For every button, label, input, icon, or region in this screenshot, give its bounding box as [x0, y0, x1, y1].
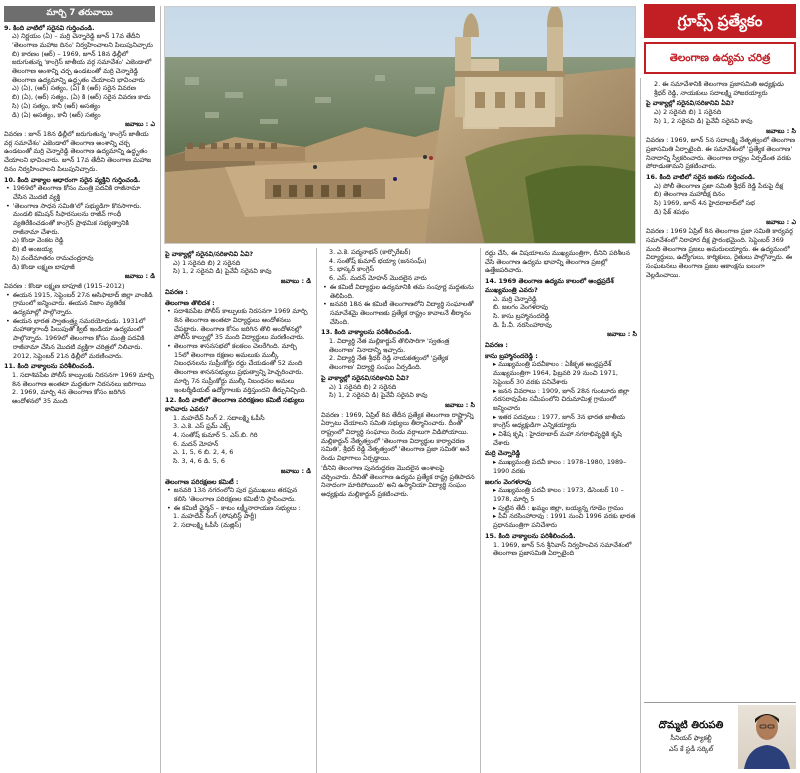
option-text: 1. మహదేవ్ సింగ్ (సోషలిస్ట్ పార్టీ): [173, 512, 257, 521]
option-text: సి) (ఏ) సత్యం, కానీ (ఆర్) అసత్యం: [12, 101, 101, 110]
question-text: 10. కింది వాక్యాల ఆధారంగా సరైన వ్యక్తిని గుర్తించండి.: [4, 175, 141, 184]
option-text: 2. సదాలక్ష్మి ఓపీసీ (మజ్లిస్): [173, 521, 242, 530]
author-photo: [738, 705, 796, 769]
bullet-item: • సదాశివపేట పోలీస్ కాల్పులకు నిరసనగా 1969 మార్చి 8న తెలంగాణ అంతటా విద్యార్థులు ఆందోళనలు చేపట్టారు. తెలంగాణ కోసం జరిగిన తొలి ఆందోళనల్లో పోలీస్ కాల్పుల్లో 35 మంది విద్యార్థులు మరణించారు.: [165, 307, 311, 342]
option-text: డి) ఫేక్ శపథం: [654, 207, 689, 216]
column-body: [321, 248, 475, 499]
option-text: డి) (ఏ) అసత్యం, కానీ (ఆర్) సత్యం: [12, 110, 101, 119]
answer-text: జవాబు : ఎ: [766, 217, 796, 226]
option-text: ఎ) పోలీ తెలంగాణ ప్రజా సమితి శ్రీధర్ రెడ్డి పేరుపై దీక్ష: [654, 181, 784, 190]
question-text: 12. కింది వాటిలో తెలంగాణ పరిరక్షణల కమిటీ సభ్యులు కానివారు ఎవరు?: [165, 396, 305, 413]
option-text: 1. సదాశివపేట పోలీస్ కాల్పులకు నిరసనగా 1969 మార్చి 8న తెలంగాణ అంతటా మద్దతుగా నిరసనలు జరిగాయి: [12, 370, 154, 388]
fact-item: ▸ పీవీ నరసింహారావు : 1991 నుంచి 1996 వరకు భారత ప్రధానమంత్రిగా పనిచేశారు: [485, 512, 637, 529]
column-body: [4, 24, 155, 406]
question-text: 11. కింది వాక్యాలను పరిశీలించండి.: [4, 362, 95, 371]
question-text: 9. కింది వాటిలో సరైనవి గుర్తించండి.: [4, 23, 95, 32]
question-text: 13. కింది వాక్యాలను పరిశీలించండి.: [321, 328, 412, 337]
option-text: 6. మదన్ మోహన్: [173, 439, 219, 448]
bullet-item: • తెలంగాణ శాసనసభలో కలకలం చెలరేగింది. మార్చి 15లో తెలంగాణ రక్షణల అమలుకు ముల్కీ నిబంధనలను సుప్రీంకోర్టు రద్దు చేయడంతో 52 మంది తెలంగాణ శాసనసభ్యులు ప్రభుత్వాన్ని హెచ్చరించారు. మార్చి 7న సుప్రీంకోర్టు ముల్కీ నిబంధనల అమలు ఇంటర్మీడియట్ ఉద్యోగాలకు వర్తిస్తుందని తీర్పునిచ్చింది.: [165, 342, 311, 394]
option-text: ఎ) 1 సరైనది బి) 2 సరైనది: [173, 258, 241, 267]
bullet-item: • 'తెలంగాణ సాధన సమితి'లో సభ్యుడిగా కొనసాగారు. మండలి కమిషన్ సిఫారసులను రాజీవ్ గాంధీ వ్యతిరేకించడంతో కాంగ్రెస్ ప్రాథమిక సభ్యత్వానికి రాజీనామా చేశారు.: [4, 202, 155, 237]
article-column-3: [318, 248, 478, 773]
author-role-line1: సీనియర్ ఫ్యాకల్టీ: [670, 734, 712, 743]
explanation-text: వివరణ : 1969 ఏప్రిల్ 8న తెలంగాణ ప్రజా సమితి కార్యవర్గ సమావేశంలో నిరాహార దీక్ష ప్రారంభమైంది. సెప్టెంబర్ 369 మంది తెలంగాణ ప్రజలు అమరులయ్యారు. ఈ ఉద్యమంలో విద్యార్థులు, ఉద్యోగులు, కార్మికులు, రైతులు పాల్గొన్నారు. ఈ సంఘటనలు తెలంగాణ ప్రజల ఆకాంక్షను బలంగా వెల్లడించాయి.: [646, 227, 793, 279]
fact-item: ▸ పుట్టిన తేదీ : ఖమ్మం జిల్లా, బయ్యన్న గూడెం గ్రామం: [485, 504, 637, 513]
sub-heading: జలగం వెంగళరావు: [485, 477, 532, 486]
option-text: 4. సంతోష్ కుమార్ భయ్యా (జనసంఘ్): [329, 256, 427, 265]
sub-heading: తెలంగాణ తొలిదశ :: [165, 298, 215, 307]
section-title: తెలంగాణ ఉద్యమ చరిత్ర: [644, 42, 796, 74]
sub-heading: మర్రి చెన్నారెడ్డి: [485, 449, 521, 458]
article-column-5: [642, 80, 800, 698]
sub-heading: పై వాక్యాల్లో సరైనవి/సరికానివి ఏవి?: [646, 99, 735, 108]
bullet-item: • ఈయన భారత స్వాతంత్ర్య సమరయోధుడు. 1931లో మహాత్మాగాంధీ పిలుపుతో క్విట్ ఇండియా ఉద్యమంలో పాల్గొన్నారు. 1969లో తెలంగాణ కోసం మంత్రి పదవికి రాజీనామా చేసిన మొదటి వ్యక్తిగా చరిత్రలో నిలిచారు. 2012, సెప్టెంబర్ 21న ఢిల్లీలో మరణించారు.: [4, 317, 155, 361]
fact-item: ▸ విశేష కృషి : హైదరాబాద్ మహా నగరాభివృద్ధికి కృషి చేశారు: [485, 430, 637, 447]
answer-text: జవాబు : సి: [766, 126, 796, 135]
explanation-text: వివరణ : జూన్ 18న ఢిల్లీలో జరుగుతున్న 'కాంగ్రెస్ జాతీయ వర్గ సమావేశం' ఎజెండాలో తెలంగాణ అంశాన్ని చర్చ ఉండటంతో మర్రి చెన్నారెడ్డి తెలంగాణ ఉద్యమాన్ని ఉద్ధృతం చేయాలని భావించారు. జూన్ 17వ తేదీని తెలంగాణ మహాజ దినం నిర్వహించాలని పిలుపునిచ్చారు.: [4, 129, 152, 173]
option-text: 1. 1969, జూన్ 5న శ్రీనివాస్ నిర్వహించిన సమావేశంలో తెలంగాణ ప్రజాసమితి ఏర్పాటైంది: [493, 540, 632, 558]
article-column-4: [482, 248, 640, 773]
column-divider: [640, 78, 641, 773]
option-text: బి) టి అంజయ్య: [12, 245, 53, 254]
option-text: 2. విద్యార్థి నేత శ్రీధర్ రెడ్డి నాయకత్వంలో 'ప్రత్యేక తెలంగాణ' విద్యార్థి సంఘం ఏర్పడింది.: [329, 354, 449, 372]
option-text: 4. సంతోష్ కుమార్ 5. ఎస్.బి. గిరి: [173, 431, 258, 440]
author-text: [644, 719, 738, 754]
option-text: 2. 1969, మార్చి 4న తెలంగాణ కోసం జరిగిన ఆందోళనలో 35 మంది: [12, 388, 126, 406]
option-text: 3. ఎ.కె. ఎస్ ఫ్రమ్ ఎక్స్: [173, 422, 230, 431]
sub-heading: వివరణ :: [165, 287, 188, 296]
column-body: [646, 80, 796, 279]
option-text: ఎ. మర్రి చెన్నారెడ్డి: [493, 294, 537, 303]
explanation-text: వివరణ : 1969, జూన్ 5న సదాలక్ష్మి నేతృత్వంలో తెలంగాణ ప్రజాసమితి ఏర్పాటైంది. ఈ సమావేశంలో 'ప్రత్యేక తెలంగాణ' నినాదాన్ని స్వీకరించారు. తెలంగాణ రాష్ట్రం ఏర్పడేంత వరకు పోరాడుతామని ప్రకటించారు.: [646, 136, 796, 171]
section-badge: గ్రూప్స్ ప్రత్యేకం: [644, 4, 796, 38]
question-text: 14. 1969 తెలంగాణ ఉద్యమ కాలంలో ఆంధ్రప్రదేశ్ ముఖ్యమంత్రి ఎవరు?: [485, 277, 614, 294]
golconda-fort-photo: [164, 6, 636, 244]
sub-heading: పై వాక్యాల్లో సరైనవి/సరికానివి ఏవి?: [321, 373, 410, 382]
question-text: 16. కింది వాటిలో సరైన జతను గుర్తించండి.: [646, 173, 756, 182]
person-icon: [738, 705, 796, 769]
answer-text: జవాబు : డి: [280, 466, 311, 475]
fact-item: ▸ జనన వివరాలు : 1909, జూన్ 28న గుంటూరు జిల్లా నరసరావుపేట సమీపంలోని చిరుమామిళ్ల గ్రామంలో జన్మించారు: [485, 387, 637, 413]
explanation-text: 'దీనిని తెలంగాణ పునరుద్ధరణ మొదలైన అంశాలపై చర్చించారు. దీనితో తెలంగాణ ఉద్యమ ప్రత్యేక రాష్ట్ర ప్రతిపాదన నినాదంగా మారిపోయింది' అని ఉస్మానియా విద్యార్థి సంఘం అధ్యక్షుడు మల్లికార్జున్ ప్రకటించారు.: [321, 463, 475, 498]
sub-heading: వివరణ :: [485, 341, 508, 350]
fact-item: ▸ ఇతర పదవులు : 1977, జూన్ 3న భారత జాతీయ కాంగ్రెస్ అధ్యక్షుడిగా ఎన్నికయ్యారు: [485, 413, 637, 430]
option-text: సి) 1969, జూన్ 4న హైదరాబాద్‌లో సభ: [654, 199, 755, 208]
author-name: దొమ్మటి తిరుపతి: [658, 719, 724, 731]
bullet-item: • ఈ కమిటీ ఛైర్మన్ – కాటం లక్ష్మీనారాయణ సభ్యులు :: [165, 504, 311, 513]
column-divider: [316, 248, 317, 773]
question-text: 15. కింది వాక్యాలను పరిశీలించండి.: [485, 531, 576, 540]
column-divider: [480, 248, 481, 773]
column-body: [165, 250, 311, 530]
option-text: సి. కాసు బ్రహ్మానందరెడ్డి: [493, 311, 550, 320]
option-text: ఎ) 2 సరైనది బి) 1 సరైనది: [654, 108, 722, 117]
option-text: బి. జలగం వెంగళరావు: [493, 303, 548, 312]
fort-illustration: [165, 7, 636, 244]
author-role-line2: ఎస్ కే స్టడీ సర్కిల్: [668, 745, 714, 754]
explanation-text: వివరణ : కొండా లక్ష్మణ బాపూజీ (1915–2012): [4, 281, 125, 290]
option-text: ఎ) నిర్ణయం (ఏ) – మర్రి చెన్నారెడ్డి జూన్ 17వ తేదీని 'తెలంగాణ మహాజ దినం' నిర్వహించాలని పిలుపునిచ్చారు: [12, 32, 153, 49]
bullet-item: • ఈ కమిటీ విద్యార్థుల ఉద్యమానికి తమ సంపూర్ణ మద్దతును తెలిపింది.: [321, 283, 475, 300]
option-text: ఎ) (ఏ), (ఆర్) సత్యం, (ఏ) కి (ఆర్) సరైన వివరణ: [12, 84, 136, 93]
article-column-1: [0, 6, 158, 773]
answer-text: జవాబు : డి: [280, 277, 311, 286]
fact-item: ▸ ముఖ్యమంత్రి పదవీ కాలం : 1973, డిసెంబర్ 10 – 1978, మార్చి 5: [485, 486, 637, 503]
option-text: సి) వందేమాతరం రామచంద్రరావు: [12, 253, 94, 262]
article-column-2: [162, 248, 314, 773]
author-box: [644, 702, 796, 770]
fact-item: ▸ ముఖ్యమంత్రి పదవీకాలం : ఏకీకృత ఆంధ్రప్రదేశ్ ముఖ్యమంత్రిగా 1964, ఫిబ్రవరి 29 నుంచి 1971, సెప్టెంబర్ 30 వరకు పనిచేశారు: [485, 360, 637, 386]
bullet-item: • 1969లో తెలంగాణ కోసం మంత్రి పదవికి రాజీనామా చేసిన మొదటి వ్యక్తి: [4, 184, 155, 201]
sub-heading: తెలంగాణ పరిరక్షణల కమిటీ :: [165, 477, 239, 486]
explanation-text: వివరణ : 1969, ఏప్రిల్ 8వ తేదీన ప్రత్యేక తెలంగాణ రాష్ట్రాన్ని ఏర్పాటు చేయాలని సమితి సభ్యులు తీర్మానించారు. దీంతో రాష్ట్రంలో విద్యార్థి సంఘాలు రెండు వర్గాలుగా విడిపోయాయి. మల్లికార్జున్ నేతృత్వంలో 'తెలంగాణ విద్యార్థుల కార్యాచరణ సమితి', శ్రీధర్ రెడ్డి నేతృత్వంలో 'తెలంగాణ ప్రజా సమితి' అనే రెండు విభాగాలు ఏర్పడ్డాయి.: [321, 410, 474, 463]
option-text: సి) 1, 2 సరైనవి డి) పైవేవీ సరైనవి కావు: [173, 267, 272, 276]
option-text: బి) కారణం (ఆర్) – 1969, జూన్ 18న ఢిల్లీలో జరుగుతున్న 'కాంగ్రెస్ జాతీయ వర్గ సమావేశం' ఎజెండాలో తెలంగాణ అంశాన్ని చర్చ ఉండటంతో మర్రి చెన్నారెడ్డి తెలంగాణ ఉద్యమాన్ని ఉద్ధృతం చేయాలని భావించారు: [12, 49, 152, 84]
bullet-item: • జనవరి 18న ఈ కమిటీ తెలంగాణలోని విద్యార్థి సంఘాలతో సమావేశమై తెలంగాణకు ప్రత్యేక రాష్ట్రం కావాలనే తీర్మానం చేసింది.: [321, 300, 475, 326]
continuation-date-box: మార్చి 7 తరువాయి: [4, 6, 155, 22]
answer-text: జవాబు : డి: [124, 272, 155, 281]
option-text: సి) 1, 2 సరైనవి డి) పైవేవీ సరైనవి కావు: [654, 116, 753, 125]
option-text: బి) (ఏ), (ఆర్) సత్యం, (ఏ) కి (ఆర్) సరైన వివరణ కాదు: [12, 93, 151, 102]
option-text: డి. పీ.వీ. నరసింహారావు: [493, 320, 552, 329]
bullet-item: • ఈయన 1915, సెప్టెంబర్ 27న ఆసిఫాబాద్ జిల్లా వాంకిడి గ్రామంలో జన్మించారు. ఈయన నిజాం వ్యతిరేక ఉద్యమాల్లో పాల్గొన్నారు.: [4, 291, 155, 317]
option-text: 3. ఎ.కె. పద్మనాభన్ (కార్పొరేటర్): [329, 248, 411, 256]
option-text: ఎ. 1, 5, 6 బి. 2, 4, 6: [173, 448, 234, 457]
sub-heading: కాసు బ్రహ్మానందరెడ్డి :: [485, 351, 538, 360]
column-body: [485, 249, 637, 558]
option-text: 2. ఈ సమావేశానికి తెలంగాణ ప్రజాసమితి అధ్యక్షుడు శ్రీధర్ రెడ్డి, నాయకులు సదాలక్ష్మి హాజరయ్యారు: [654, 80, 784, 97]
option-text: బి) తెలంగాణ మహాదీక్ష దినం: [654, 190, 725, 199]
option-text: 6. ఎస్. మదన్ మోహన్ మొదలైన వారు: [329, 274, 427, 283]
column-divider: [160, 6, 161, 773]
bullet-item: • జనవరి 13న నగరంలోని పుర ప్రముఖులు తరఫున కలిసి 'తెలంగాణ పరిరక్షణల కమిటీ'ని స్థాపించారు.: [165, 486, 311, 503]
option-text: ఎ) కొండా వెంకట రెడ్డి: [12, 236, 64, 245]
option-text: 1. మహదేవ్ సింగ్ 2. సదాలక్ష్మి ఓపీసీ: [173, 413, 265, 422]
explanation-text: రద్దు చేసి, ఈ విషయాలను ముఖ్యమంత్రిగా, దీనిని పరిశీలన చేసి తెలంగాణ ఉద్యమ భావాన్ని తెలంగాణ ప్రజల్లో ఉత్తేజపరిచారు.: [485, 249, 630, 275]
answer-text: జవాబు : ఎ: [125, 120, 155, 129]
option-text: ఎ) 1 సరైనది బి) 2 సరైనది: [329, 382, 397, 391]
fact-item: ▸ ముఖ్యమంత్రి పదవీ కాలం : 1978–1980, 1989–1990 వరకు: [485, 458, 637, 475]
option-text: 1. విద్యార్థి నేత మల్లికార్జున్ తొలిసారిగా 'స్వతంత్ర తెలంగాణ' నినాదాన్ని ఇచ్చారు.: [329, 337, 450, 354]
option-text: డి) కొండా లక్ష్మణ బాపూజీ: [12, 262, 75, 271]
sub-heading: పై వాక్యాల్లో సరైనవి/సరికానివి ఏవి?: [165, 250, 254, 258]
answer-text: జవాబు : సి: [607, 330, 637, 339]
option-text: 5. భాస్కర్ కాంగ్రెస్: [329, 265, 375, 274]
option-text: సి. 3, 4, 6 డి. 5, 6: [173, 457, 225, 466]
answer-text: జవాబు : సి: [445, 400, 475, 409]
option-text: సి) 1, 2 సరైనవి డి) పైవేవీ సరైనవి కావు: [329, 391, 428, 400]
